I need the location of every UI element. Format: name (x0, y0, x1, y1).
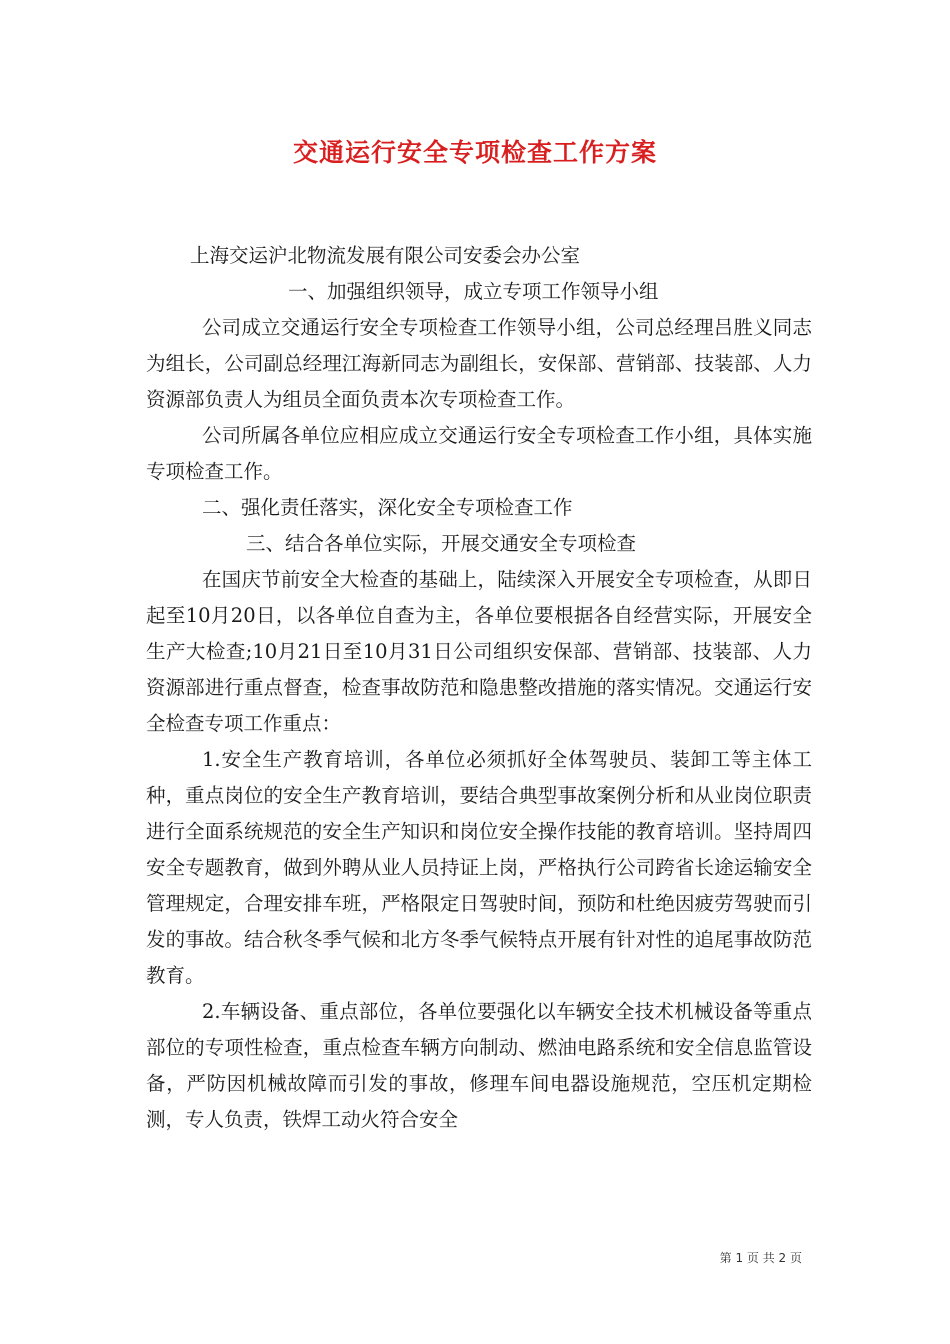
paragraph-1: 公司成立交通运行安全专项检查工作领导小组，公司总经理吕胜义同志为组长，公司副总经理江海新同志为副组长，安保部、营销部、技装部、人力资源部负责人为组员全面负责本次专项检查工作。 (146, 316, 812, 411)
section-heading-3: 三、结合各单位实际，开展交通安全专项检查 (246, 532, 637, 555)
page-number-footer: 第 1 页 共 2 页 (719, 1251, 802, 1265)
section-heading-2: 二、强化责任落实，深化安全专项检查工作 (202, 496, 573, 519)
document-body (146, 238, 812, 1138)
paragraph-5: 2.车辆设备、重点部位，各单位要强化以车辆安全技术机械设备等重点部位的专项性检查，重点检查车辆方向制动、燃油电路系统和安全信息监管设备，严防因机械故障而引发的事故，修理车间电器设施规范，空压机定期检测，专人负责，铁焊工动火符合安全 (146, 1000, 812, 1131)
section-heading-1: 一、加强组织领导，成立专项工作领导小组 (288, 280, 659, 303)
paragraph-2: 公司所属各单位应相应成立交通运行安全专项检查工作小组，具体实施专项检查工作。 (146, 424, 812, 483)
paragraph-4: 1.安全生产教育培训，各单位必须抓好全体驾驶员、装卸工等主体工种，重点岗位的安全生产教育培训，要结合典型事故案例分析和从业岗位职责进行全面系统规范的安全生产知识和岗位安全操作技能的教育培训。坚持周四安全专题教育，做到外聘从业人员持证上岗，严格执行公司跨省长途运输安全管理规定，合理安排车班，严格限定日驾驶时间，预防和杜绝因疲劳驾驶而引发的事故。结合秋冬季气候和北方冬季气候特点开展有针对性的追尾事故防范教育。 (146, 748, 812, 987)
paragraph-3: 在国庆节前安全大检查的基础上，陆续深入开展安全专项检查，从即日起至10月20日，以各单位自查为主，各单位要根据各自经营实际，开展安全生产大检查;10月21日至10月31日公司组织安保部、营销部、技装部、人力资源部进行重点督查，检查事故防范和隐患整改措施的落实情况。交通运行安全检查专项工作重点： (146, 568, 812, 735)
organization-line: 上海交运沪北物流发展有限公司安委会办公室 (190, 244, 581, 267)
document-title: 交通运行安全专项检查工作方案 (292, 138, 657, 167)
